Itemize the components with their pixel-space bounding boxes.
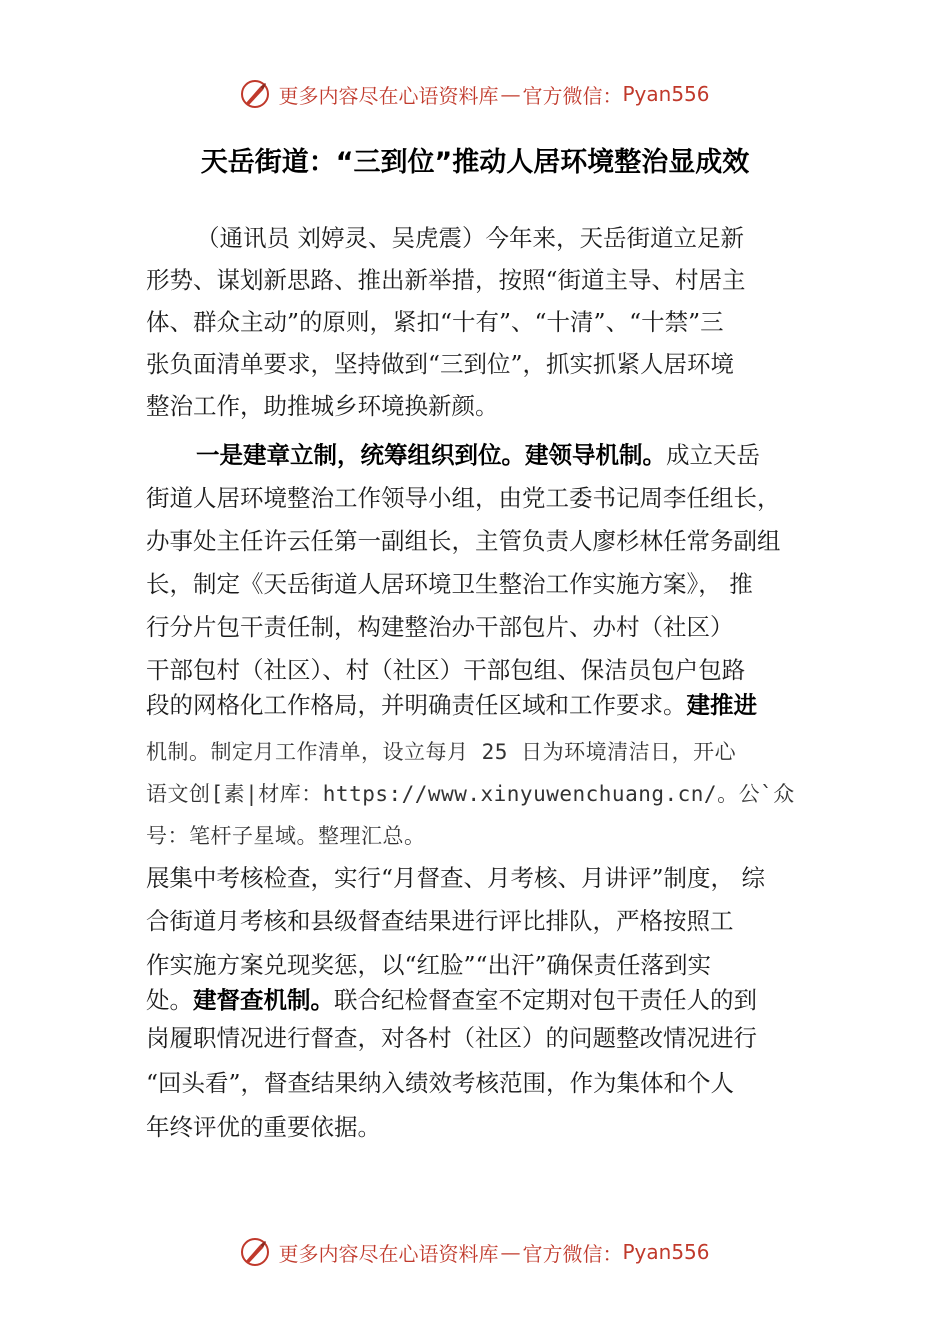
inline-text: 段的网格化工作格局，并明确责任区域和工作要求。 (146, 691, 687, 719)
banner-dash: — (500, 82, 521, 106)
paragraph-line: 整治工作，助推城乡环境换新颜。 (146, 392, 499, 420)
pen-logo-icon (240, 79, 270, 109)
paragraph-line: 语文创[素|材库：https://www.xinyuwenchuang.cn/。公`众 (146, 782, 795, 806)
paragraph-line: 岗履职情况进行督查，对各村（社区）的问题整改情况进行 (146, 1024, 757, 1052)
paragraph-line: “回头看”，督查结果纳入绩效考核范围，作为集体和个人 (146, 1069, 735, 1097)
paragraph-line: 机制。制定月工作清单，设立每月 25 日为环境清洁日，开心 (146, 740, 737, 764)
paragraph-line (146, 690, 757, 720)
paragraph-line: 体、群众主动”的原则，紧扣“十有”、“十清”、“十禁”三 (146, 308, 724, 336)
subsection-heading: 建督查机制。 (193, 986, 334, 1014)
paragraph-line (146, 985, 757, 1015)
banner-text: 更多内容尽在心语资料库 (278, 83, 499, 108)
banner-wechat-id: Pyan556 (622, 82, 710, 106)
banner-label: 官方微信： (522, 83, 623, 108)
paragraph-line: 长，制定《天岳街道人居环境卫生整治工作实施方案》， 推 (146, 570, 753, 598)
paragraph-line: 年终评优的重要依据。 (146, 1113, 381, 1141)
subsection-heading: 建领导机制。 (525, 441, 666, 469)
paragraph-line: 合街道月考核和县级督查结果进行评比排队，严格按照工 (146, 907, 734, 935)
paragraph-line: 展集中考核检查，实行“月督查、月考核、月讲评”制度， 综 (146, 864, 765, 892)
subsection-heading: 建推进 (686, 691, 757, 719)
paragraph-line: 街道人居环境整治工作领导小组，由党工委书记周李任组长， (146, 484, 781, 512)
section-heading: 一是建章立制，统筹组织到位。 (196, 441, 525, 469)
banner-dash: — (500, 1240, 521, 1264)
banner-label: 官方微信： (522, 1241, 623, 1266)
header-watermark-banner (0, 74, 950, 114)
footer-watermark-banner (0, 1232, 950, 1272)
paragraph-line: 干部包村（社区）、村（社区）干部包组、保洁员包户包路 (146, 656, 746, 684)
article-title: 天岳街道：“三到位”推动人居环境整治显成效 (200, 147, 750, 178)
inline-text: 联合纪检督查室不定期对包干责任人的到 (334, 986, 757, 1014)
banner-text: 更多内容尽在心语资料库 (278, 1241, 499, 1266)
paragraph-line: 形势、谋划新思路、推出新举措，按照“街道主导、村居主 (146, 266, 746, 294)
paragraph-line: 办事处主任许云任第一副组长，主管负责人廖杉林任常务副组 (146, 527, 781, 555)
inline-text: 成立天岳 (666, 441, 760, 469)
paragraph-line (196, 440, 760, 470)
inline-text: 处。 (146, 986, 193, 1014)
paragraph-line: 号：笔杆子星域。整理汇总。 (146, 824, 426, 848)
paragraph-line: 行分片包干责任制，构建整治办干部包片、办村（社区） (146, 613, 734, 641)
paragraph-line: 作实施方案兑现奖惩，以“红脸”“出汗”确保责任落到实 (146, 951, 712, 979)
paragraph-line: 张负面清单要求，坚持做到“三到位”，抓实抓紧人居环境 (146, 350, 735, 378)
banner-wechat-id: Pyan556 (622, 1240, 710, 1264)
pen-logo-icon (240, 1237, 270, 1267)
paragraph-line: （通讯员 刘婷灵、吴虎震）今年来，天岳街道立足新 (196, 224, 744, 252)
